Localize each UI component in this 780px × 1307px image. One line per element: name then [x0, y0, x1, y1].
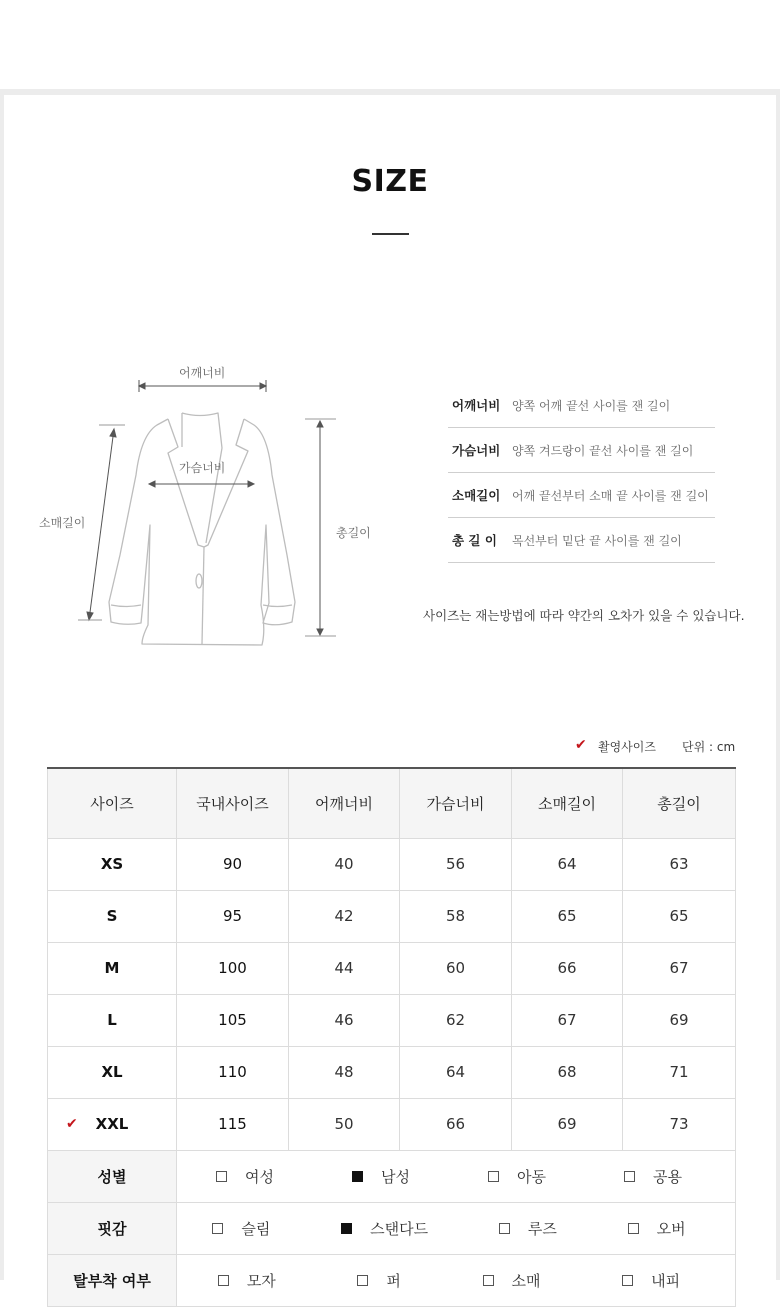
chest-cell: 60 — [400, 942, 512, 994]
option-label: 스탠다드 — [370, 1219, 429, 1238]
sleeve-cell: 66 — [512, 942, 623, 994]
domestic-size-cell: 115 — [177, 1098, 289, 1150]
size-cell: XS — [48, 838, 177, 890]
option-male — [352, 1166, 410, 1187]
option-label: 퍼 — [386, 1271, 401, 1290]
size-diagram — [30, 355, 390, 655]
option-hood — [218, 1270, 276, 1291]
checkbox-filled-icon — [341, 1223, 352, 1234]
length-cell: 73 — [623, 1098, 736, 1150]
legend-row — [448, 473, 715, 518]
size-cell — [48, 1098, 177, 1150]
shoulder-cell: 42 — [289, 890, 400, 942]
sleeve-cell: 67 — [512, 994, 623, 1046]
check-icon: ✔ — [575, 737, 587, 753]
option-female — [216, 1166, 274, 1187]
attribute-options — [177, 1202, 736, 1254]
title-underline — [372, 233, 409, 235]
option-label: 공용 — [653, 1167, 682, 1186]
legend-row — [448, 383, 715, 428]
sleeve-cell: 65 — [512, 890, 623, 942]
frame-border-left — [0, 95, 4, 1280]
table-row — [48, 838, 736, 890]
chest-cell: 58 — [400, 890, 512, 942]
length-cell: 67 — [623, 942, 736, 994]
length-cell: 65 — [623, 890, 736, 942]
column-header: 가슴너비 — [400, 768, 512, 838]
column-header: 총길이 — [623, 768, 736, 838]
section-divider — [0, 89, 780, 95]
diagram-label-shoulder: 어깨너비 — [179, 366, 226, 380]
legend-term: 어깨너비 — [452, 398, 501, 413]
domestic-size-cell: 95 — [177, 890, 289, 942]
legend-term: 소매길이 — [452, 488, 501, 503]
checkbox-empty-icon — [628, 1223, 639, 1234]
option-kids — [488, 1166, 546, 1187]
attribute-options — [177, 1254, 736, 1306]
table-header-row — [48, 768, 736, 838]
checkbox-empty-icon — [216, 1171, 227, 1182]
option-over — [628, 1218, 686, 1239]
length-cell: 71 — [623, 1046, 736, 1098]
option-unisex — [624, 1166, 682, 1187]
chest-cell: 62 — [400, 994, 512, 1046]
option-label: 오버 — [656, 1219, 686, 1238]
attribute-label: 성별 — [48, 1150, 177, 1202]
sleeve-cell: 69 — [512, 1098, 623, 1150]
checkbox-filled-icon — [352, 1171, 363, 1182]
column-header: 국내사이즈 — [177, 768, 289, 838]
legend-description: 목선부터 밑단 끝 사이를 잰 길이 — [512, 533, 682, 548]
legend-description: 어깨 끝선부터 소매 끝 사이를 잰 길이 — [512, 488, 709, 503]
diagram-label-sleeve: 소매길이 — [39, 516, 86, 530]
domestic-size-cell: 100 — [177, 942, 289, 994]
diagram-label-chest: 가슴너비 — [179, 461, 226, 475]
option-loose — [499, 1218, 557, 1239]
legend-row — [448, 428, 715, 473]
measurement-legend — [448, 383, 715, 563]
attribute-row-gender — [48, 1150, 736, 1202]
legend-description: 양쪽 겨드랑이 끝선 사이를 잰 길이 — [512, 443, 694, 458]
option-label: 슬림 — [241, 1219, 271, 1238]
size-cell: L — [48, 994, 177, 1046]
attribute-row-detachable — [48, 1254, 736, 1306]
checkbox-empty-icon — [499, 1223, 510, 1234]
checkbox-empty-icon — [212, 1223, 223, 1234]
shoulder-cell: 50 — [289, 1098, 400, 1150]
domestic-size-cell: 110 — [177, 1046, 289, 1098]
legend-description: 양쪽 어깨 끝선 사이를 잰 길이 — [512, 398, 671, 413]
option-slim — [212, 1218, 270, 1239]
shoulder-cell: 40 — [289, 838, 400, 890]
diagram-label-length: 총길이 — [336, 526, 371, 540]
size-cell: S — [48, 890, 177, 942]
checkbox-empty-icon — [624, 1171, 635, 1182]
table-row — [48, 1098, 736, 1150]
option-standard — [341, 1218, 428, 1239]
column-header: 사이즈 — [48, 768, 177, 838]
checkbox-empty-icon — [483, 1275, 494, 1286]
unit-label: 단위 : cm — [682, 740, 736, 754]
option-label: 남성 — [381, 1167, 410, 1186]
column-header: 소매길이 — [512, 768, 623, 838]
jacket-outline-icon — [30, 355, 390, 655]
chest-cell: 64 — [400, 1046, 512, 1098]
top-strip — [0, 0, 780, 90]
option-label: 소매 — [511, 1271, 541, 1290]
length-cell: 69 — [623, 994, 736, 1046]
sleeve-cell: 64 — [512, 838, 623, 890]
chest-cell: 66 — [400, 1098, 512, 1150]
size-cell: XL — [48, 1046, 177, 1098]
table-row — [48, 1046, 736, 1098]
table-row — [48, 942, 736, 994]
option-lining — [622, 1270, 680, 1291]
shoulder-cell: 48 — [289, 1046, 400, 1098]
photo-size-label: 촬영사이즈 — [598, 740, 656, 754]
legend-term: 가슴너비 — [452, 443, 501, 458]
checkbox-empty-icon — [622, 1275, 633, 1286]
option-label: 내피 — [651, 1271, 681, 1290]
attribute-row-fit — [48, 1202, 736, 1254]
attribute-label: 탈부착 여부 — [48, 1254, 177, 1306]
domestic-size-cell: 105 — [177, 994, 289, 1046]
shoulder-cell: 44 — [289, 942, 400, 994]
legend-term: 총 길 이 — [452, 533, 497, 548]
checkbox-empty-icon — [218, 1275, 229, 1286]
table-row — [48, 994, 736, 1046]
size-label: XXL — [95, 1115, 129, 1133]
chest-cell: 56 — [400, 838, 512, 890]
option-label: 아동 — [517, 1167, 546, 1186]
option-label: 루즈 — [527, 1219, 557, 1238]
domestic-size-cell: 90 — [177, 838, 289, 890]
table-row — [48, 890, 736, 942]
legend-row — [448, 518, 715, 563]
option-sleeve — [483, 1270, 541, 1291]
checkbox-empty-icon — [357, 1275, 368, 1286]
attribute-options — [177, 1150, 736, 1202]
measurement-note: 사이즈는 재는방법에 따라 약간의 오차가 있을 수 있습니다. — [423, 608, 745, 623]
attribute-label: 핏감 — [48, 1202, 177, 1254]
size-cell: M — [48, 942, 177, 994]
option-label: 여성 — [245, 1167, 274, 1186]
option-label: 모자 — [246, 1271, 276, 1290]
shoulder-cell: 46 — [289, 994, 400, 1046]
length-cell: 63 — [623, 838, 736, 890]
option-fur — [357, 1270, 401, 1291]
size-table — [47, 767, 736, 1307]
page-title: SIZE — [351, 164, 429, 199]
column-header: 어깨너비 — [289, 768, 400, 838]
photo-size-check-icon: ✔ — [66, 1116, 78, 1132]
frame-border-right — [776, 95, 780, 1280]
sleeve-cell: 68 — [512, 1046, 623, 1098]
checkbox-empty-icon — [488, 1171, 499, 1182]
